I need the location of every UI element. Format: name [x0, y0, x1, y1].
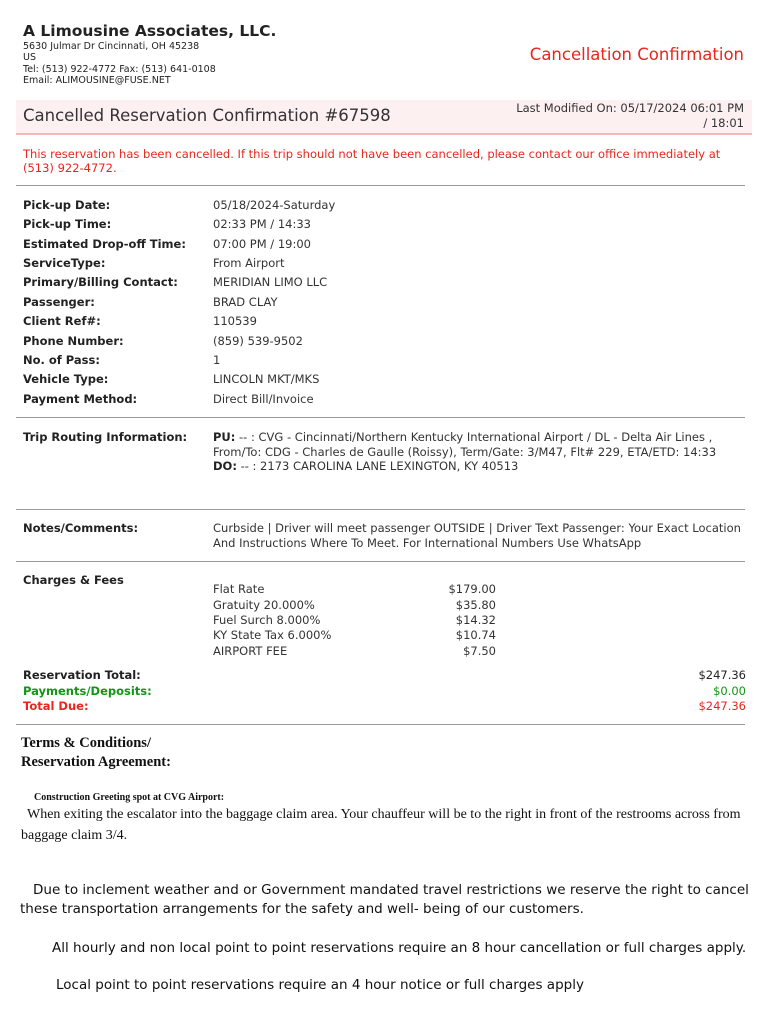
pickup-time-value: 02:33 PM / 14:33: [213, 217, 311, 231]
dropoff-location: -- : 2173 CAROLINA LANE LEXINGTON, KY 40513: [236, 459, 519, 473]
total-due-value: $247.36: [698, 699, 746, 713]
pickup-date-value: 05/18/2024-Saturday: [213, 198, 336, 212]
pickup-date-label: Pick-up Date:: [23, 198, 111, 212]
charges-label: Charges & Fees: [23, 573, 124, 587]
company-country: US: [23, 52, 36, 63]
divider: [16, 185, 745, 186]
weather-policy: Due to inclement weather and or Government mandated travel restrictions we reserve the right to cancel these transportation arrangements for the safety and well- being of our customers.: [20, 882, 749, 917]
payment-method-label: Payment Method:: [23, 392, 138, 406]
payments-label: Payments/Deposits:: [23, 684, 152, 698]
phone-number-value: (859) 539-9502: [213, 334, 303, 348]
company-name: A Limousine Associates, LLC.: [23, 22, 277, 40]
notes-text: Curbside | Driver will meet passenger OUTSIDE | Driver Text Passenger: Your Exact Location And Instructions Where To Meet. For International Numbers Use WhatsApp: [213, 521, 741, 550]
company-email: Email: ALIMOUSINE@FUSE.NET: [23, 75, 171, 86]
client-ref-value: 110539: [213, 314, 257, 328]
dropoff-prefix: DO:: [213, 459, 237, 473]
charge-name: Flat Rate: [213, 582, 265, 596]
cancellation-policy-hourly: All hourly and non local point to point reservations require an 8 hour cancellation or full charges apply.: [52, 940, 747, 956]
billing-contact-label: Primary/Billing Contact:: [23, 275, 178, 289]
terms-heading-line1: Terms & Conditions/: [21, 735, 151, 751]
phone-number-label: Phone Number:: [23, 334, 124, 348]
service-type-value: From Airport: [213, 256, 285, 270]
reservation-total-value: $247.36: [698, 668, 746, 682]
billing-contact-value: MERIDIAN LIMO LLC: [213, 275, 328, 289]
charge-name: AIRPORT FEE: [213, 644, 288, 658]
terms-heading: [21, 734, 171, 772]
vehicle-type-label: Vehicle Type:: [23, 372, 109, 386]
charge-name: Fuel Surch 8.000%: [213, 613, 321, 627]
service-type-label: ServiceType:: [23, 256, 106, 270]
charge-amount: $14.32: [455, 613, 496, 627]
pickup-time-label: Pick-up Time:: [23, 217, 112, 231]
passenger-label: Passenger:: [23, 295, 95, 309]
dropoff-time-label: Estimated Drop-off Time:: [23, 237, 186, 251]
charge-amount: $10.74: [455, 628, 496, 642]
trip-routing-info: [213, 430, 743, 474]
pickup-location: -- : CVG - Cincinnati/Northern Kentucky International Airport / DL - Delta Air Lines ,: [235, 430, 713, 444]
pickup-line: [213, 430, 743, 445]
last-modified-line1: Last Modified On: 05/17/2024 06:01 PM: [516, 101, 744, 115]
passenger-count-label: No. of Pass:: [23, 353, 100, 367]
last-modified-line2: / 18:01: [703, 116, 744, 130]
reservation-title: Cancelled Reservation Confirmation #67598: [23, 106, 391, 125]
divider: [16, 724, 745, 725]
passenger-value: BRAD CLAY: [213, 295, 278, 309]
vehicle-type-value: LINCOLN MKT/MKS: [213, 372, 320, 386]
divider: [16, 509, 745, 510]
construction-text: When exiting the escalator into the baggage claim area. Your chauffeur will be to the right in front of the restrooms across from baggage claim 3/4.: [21, 807, 741, 843]
charge-name: KY State Tax 6.000%: [213, 628, 332, 642]
flight-info: From/To: CDG - Charles de Gaulle (Roissy), Term/Gate: 3/M47, Flt# 229, ETA/ETD: 14:33: [213, 444, 717, 459]
payments-value: $0.00: [713, 684, 746, 698]
payment-method-value: Direct Bill/Invoice: [213, 392, 314, 406]
reservation-total-label: Reservation Total:: [23, 668, 141, 682]
company-address: 5630 Julmar Dr Cincinnati, OH 45238: [23, 41, 200, 52]
divider: [16, 417, 745, 418]
divider: [16, 561, 745, 562]
notes-label: Notes/Comments:: [23, 521, 139, 535]
total-due-label: Total Due:: [23, 699, 89, 713]
charge-amount: $35.80: [455, 598, 496, 612]
client-ref-label: Client Ref#:: [23, 314, 101, 328]
pickup-prefix: PU:: [213, 430, 236, 444]
charge-amount: $7.50: [463, 644, 496, 658]
trip-routing-label: Trip Routing Information:: [23, 430, 188, 444]
terms-heading-line2: Reservation Agreement:: [21, 754, 171, 770]
cancellation-alert: This reservation has been cancelled. If this trip should not have been cancelled, please contact our office immediately at (513) 922-4772.: [23, 147, 721, 175]
cancellation-title: Cancellation Confirmation: [529, 45, 744, 64]
construction-heading: Construction Greeting spot at CVG Airport:: [34, 792, 225, 803]
last-modified: [516, 101, 744, 131]
charge-name: Gratuity 20.000%: [213, 598, 315, 612]
cancellation-policy-local: Local point to point reservations require an 4 hour notice or full charges apply: [56, 977, 584, 993]
passenger-count-value: 1: [213, 353, 221, 367]
dropoff-line: [213, 459, 743, 474]
company-phones: Tel: (513) 922-4772 Fax: (513) 641-0108: [23, 64, 216, 75]
dropoff-time-value: 07:00 PM / 19:00: [213, 237, 311, 251]
charge-amount: $179.00: [448, 582, 496, 596]
